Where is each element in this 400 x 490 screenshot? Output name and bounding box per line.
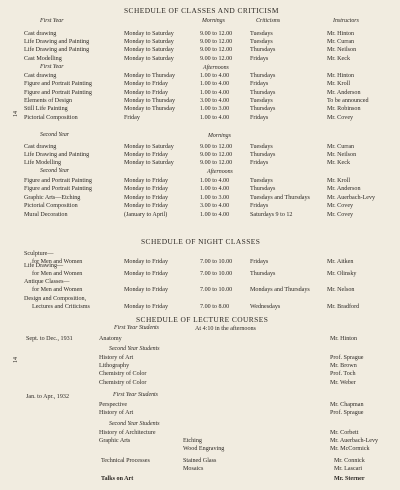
instructor: Mr. Kroll: [327, 178, 351, 184]
instructor: Mr. Neilson: [327, 47, 357, 54]
page-mark-top: 14: [13, 111, 19, 117]
term-label: Sept. to Dec., 1931: [26, 336, 73, 342]
lecture-name: History of Art: [99, 410, 134, 417]
hours: 9.00 to 12.00: [200, 55, 233, 62]
days: Monday to Friday: [124, 271, 169, 277]
course-name: Figure and Portrait Painting: [24, 81, 92, 88]
hours: 1.00 to 4.00: [200, 114, 230, 121]
course-sub: for Men and Women: [32, 287, 83, 293]
criticism-day: Tuesdays: [250, 39, 273, 46]
days: (January to April): [124, 211, 168, 218]
criticism-day: Thursdays: [250, 271, 276, 277]
instructor: Mr. Neilson: [327, 152, 357, 159]
course-name: Still Life Painting: [24, 106, 68, 113]
instructor: Mr. Auerbach-Levy: [330, 438, 379, 444]
first-year-label: First Year: [40, 64, 64, 70]
instructor: Mr. Anderson: [327, 186, 361, 193]
course-name: Graphic Arts—Etching: [24, 194, 81, 201]
criticism-day: Tuesdays: [250, 97, 273, 104]
criticism-day: Fridays: [250, 55, 269, 62]
page-mark-bottom: 14: [13, 357, 19, 363]
course-name: Figure and Portrait Painting: [24, 178, 92, 184]
criticisms-header: Criticisms: [256, 18, 281, 24]
hours: 7.00 to 10.00: [200, 287, 233, 293]
criticism-day: Mondays and Thursdays: [250, 287, 310, 293]
first-year-students: First Year Students: [114, 325, 159, 331]
lecture-name: Technical Processes: [101, 458, 150, 464]
criticism-day: Thursdays: [250, 89, 276, 96]
instructor: Mr. Sterner: [334, 476, 365, 482]
days: Monday to Thursday: [124, 106, 176, 113]
days: Monday to Friday: [124, 194, 169, 201]
course-name: Life Modelling: [24, 160, 62, 167]
hours: 7.00 to 8.00: [200, 304, 230, 310]
course-name: Life Drawing and Painting: [24, 47, 90, 54]
course-name: Design and Composition,: [24, 296, 87, 302]
days: Monday to Thursday: [124, 73, 176, 79]
instructor: Mr. Hinton: [327, 31, 355, 37]
days: Monday to Friday: [124, 186, 169, 193]
section-title-classes: SCHEDULE OF CLASSES AND CRITICISM: [124, 6, 279, 15]
days: Monday to Friday: [124, 287, 169, 293]
instructor: Mr. Hinton: [327, 73, 355, 79]
hours: 9.00 to 12.00: [200, 144, 233, 150]
criticism-day: Thursdays: [250, 47, 276, 54]
course-name: Cast drawing: [24, 144, 57, 150]
criticism-day: Wednesdays: [250, 304, 281, 310]
instructor: Mr. Curran: [327, 144, 355, 150]
section-title-night: SCHEDULE OF NIGHT CLASSES: [141, 237, 261, 246]
criticism-day: Fridays: [250, 160, 269, 167]
criticism-day: Saturdays 9 to 12: [250, 211, 293, 218]
lecture-name: Chemistry of Color: [99, 379, 147, 386]
criticism-day: Thursdays: [250, 106, 276, 113]
hours: 3.00 to 4.00: [200, 203, 230, 210]
second-year-label: Second Year: [40, 132, 70, 138]
mornings-header: Mornings: [208, 133, 231, 139]
criticism-day: Thursdays: [250, 186, 276, 193]
days: Monday to Saturday: [124, 160, 174, 167]
course-sub: for Men and Women: [32, 271, 83, 277]
lecture-name: History of Architecture: [99, 430, 156, 436]
hours: 9.00 to 12.00: [200, 47, 233, 54]
first-year-students: First Year Students: [113, 392, 158, 398]
hours: 1.00 to 3.00: [200, 194, 230, 201]
hours: 9.00 to 12.00: [200, 152, 233, 159]
days: Monday to Thursday: [124, 97, 176, 104]
course-name: Pictorial Composition: [24, 114, 78, 121]
instructor: Mr. Covey: [327, 211, 354, 218]
course-name: Sculpture—: [24, 251, 54, 257]
lecture-time: At 4:10 in the afternoons: [195, 326, 256, 332]
course-sub: Lectures and Criticisms: [32, 304, 90, 310]
criticism-day: Tuesdays: [250, 178, 273, 184]
instructor: Prof. Sprague: [330, 410, 364, 417]
hours: 9.00 to 12.00: [200, 31, 233, 37]
instructor: Mr. Keck: [327, 55, 351, 62]
course-name: Elements of Design: [24, 97, 73, 104]
days: Monday to Friday: [124, 178, 169, 184]
instructor: Mr. Olinsky: [327, 271, 357, 277]
instructor: Mr. Brown: [330, 363, 357, 370]
days: Monday to Friday: [124, 203, 169, 210]
course-name: Life Drawing and Painting: [24, 39, 90, 46]
course-name: Figure and Portrait Painting: [24, 186, 92, 193]
instructor: Prof. Toch: [330, 371, 356, 378]
hours: 1.00 to 4.00: [200, 81, 230, 88]
course-name: Figure and Portrait Painting: [24, 89, 92, 96]
days: Monday to Friday: [124, 304, 169, 310]
first-year-label: First Year: [40, 18, 64, 24]
afternoons-header: Afternoons: [203, 65, 229, 71]
lecture-sub: Mosaics: [183, 466, 204, 472]
lecture-name: Chemistry of Color: [99, 371, 147, 378]
days: Monday to Saturday: [124, 39, 174, 46]
lecture-sub: Stained Glass: [183, 458, 217, 464]
instructor: To be announced: [327, 97, 369, 104]
criticism-day: Fridays: [250, 114, 269, 121]
hours: 1.00 to 4.00: [200, 73, 230, 79]
hours: 1.00 to 3.00: [200, 106, 230, 113]
instructor: Mr. Curran: [327, 39, 355, 46]
criticism-day: Fridays: [250, 203, 269, 210]
hours: 7.00 to 10.00: [200, 271, 233, 277]
criticism-day: Tuesdays: [250, 144, 273, 150]
second-year-label: Second Year: [40, 168, 70, 174]
hours: 7.00 to 10.00: [200, 259, 233, 265]
days: Monday to Saturday: [124, 31, 174, 37]
mornings-header: Mornings: [202, 18, 225, 24]
lecture-sub: Wood Engraving: [183, 446, 225, 452]
criticism-day: Tuesdays and Thursdays: [250, 194, 310, 201]
hours: 1.00 to 4.00: [200, 186, 230, 193]
instructor: Mr. Aitken: [327, 259, 354, 265]
criticism-day: Fridays: [250, 81, 269, 88]
lecture-sub: Etching: [183, 438, 202, 444]
hours: 1.00 to 4.00: [200, 89, 230, 96]
course-name: Pictorial Composition: [24, 203, 78, 210]
section-title-lectures: SCHEDULE OF LECTURE COURSES: [136, 315, 269, 324]
course-name: Life Drawing—: [24, 263, 64, 269]
criticism-day: Tuesdays: [250, 31, 273, 37]
lecture-name: History of Art: [99, 355, 134, 361]
instructor: Mr. Weber: [330, 379, 356, 386]
hours: 1.00 to 4.00: [200, 178, 230, 184]
instructor: Mr. Connick: [334, 458, 365, 464]
lecture-name: Talks on Art: [101, 476, 134, 482]
instructor: Prof. Sprague: [330, 355, 364, 361]
hours: 1.00 to 4.00: [200, 211, 230, 218]
hours: 9.00 to 12.00: [200, 160, 233, 167]
days: Monday to Saturday: [124, 55, 174, 62]
course-name: Mural Decoration: [24, 211, 68, 218]
days: Monday to Saturday: [124, 47, 174, 54]
instructor: Mr. Anderson: [327, 89, 361, 96]
instructor: Mr. Covey: [327, 203, 354, 210]
criticism-day: Thursdays: [250, 73, 276, 79]
hours: 3.00 to 4.00: [200, 97, 230, 104]
lecture-name: Anatomy: [99, 336, 122, 342]
instructor: Mr. Keck: [327, 160, 351, 167]
criticism-day: Fridays: [250, 259, 269, 265]
instructor: Mr. Kroll: [327, 81, 351, 88]
instructor: Mr. McCormick: [330, 446, 370, 452]
lecture-name: Perspective: [99, 402, 128, 408]
instructor: Mr. Covey: [327, 114, 354, 121]
days: Monday to Saturday: [124, 144, 174, 150]
course-sub: for Men and Women: [32, 259, 83, 265]
course-name: Cast Modelling: [24, 55, 62, 62]
hours: 9.00 to 12.00: [200, 39, 233, 46]
course-name: Antique Classes—: [24, 279, 70, 285]
days: Monday to Friday: [124, 259, 169, 265]
days: Monday to Friday: [124, 152, 169, 159]
days: Monday to Friday: [124, 81, 169, 88]
days: Monday to Friday: [124, 89, 169, 96]
lecture-name: Graphic Arts: [99, 438, 131, 444]
course-name: Cast drawing: [24, 31, 57, 37]
instructor: Mr. Lascari: [334, 466, 363, 472]
second-year-students: Second Year Students: [109, 421, 160, 427]
criticism-day: Thursdays: [250, 152, 276, 159]
lecture-name: Lithography: [99, 363, 130, 370]
course-name: Cast drawing: [24, 73, 57, 79]
instructor: Mr. Bradford: [327, 304, 360, 310]
instructor: Mr. Auerbach-Levy: [327, 194, 376, 201]
term-label: Jan. to Apr., 1932: [26, 394, 69, 400]
course-name: Life Drawing and Painting: [24, 152, 90, 159]
second-year-students: Second Year Students: [109, 346, 160, 352]
instructors-header: Instructors: [333, 18, 359, 24]
afternoons-header: Afternoons: [207, 169, 233, 175]
instructor: Mr. Chapman: [330, 402, 364, 408]
instructor: Mr. Hinton: [330, 336, 358, 342]
instructor: Mr. Corbett: [330, 430, 359, 436]
days: Friday: [124, 114, 140, 121]
instructor: Mr. Nelson: [327, 287, 355, 293]
instructor: Mr. Robinson: [327, 106, 361, 113]
